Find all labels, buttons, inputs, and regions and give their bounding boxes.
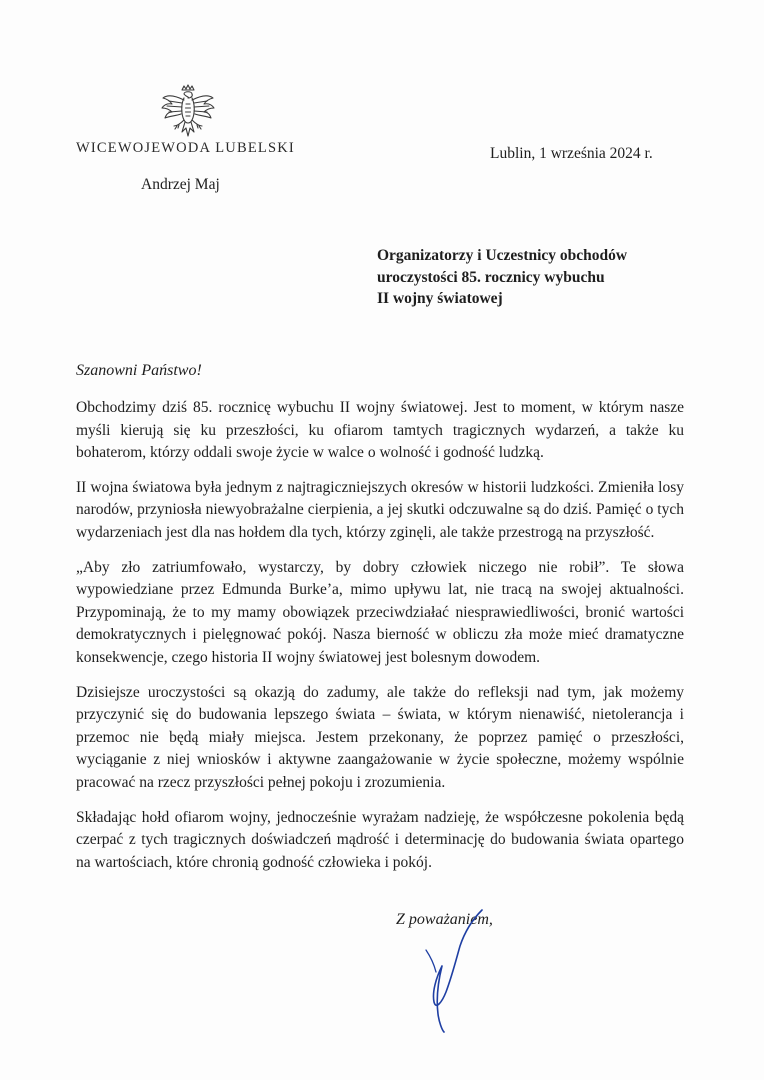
recipient-line: II wojny światowej (377, 290, 503, 307)
eagle-emblem-icon (160, 84, 216, 142)
body-paragraph: Składając hołd ofiarom wojny, jednocześnie wyrażam nadzieję, że współczesne pokolenia będą czerpać z tych tragicznych doświadczeń mądrość i determinację do budowania świata opartego na wartościach, które chronią godność człowieka i pokój. (76, 808, 684, 871)
letter-date: Lublin, 1 września 2024 r. (490, 145, 653, 162)
letter-body (76, 397, 684, 886)
closing-phrase: Z poważaniem, (396, 911, 493, 928)
recipient-block (377, 245, 627, 310)
handwritten-signature (404, 906, 504, 1036)
office-title: WICEWOJEWODA LUBELSKI (76, 140, 295, 156)
recipient-line: uroczystości 85. rocznicy wybuchu (377, 268, 605, 286)
body-paragraph: Obchodzimy dziś 85. rocznicę wybuchu II wojny światowej. Jest to moment, w którym nasze myśli kierują się ku przeszłości, ku ofiarom tamtych tragicznych wydarzeń, a także ku bohaterom, którzy oddali swoje życie w walce o wolność i godność ludzką. (76, 399, 684, 462)
body-paragraph: Dzisiejsze uroczystości są okazją do zadumy, ale także do refleksji nad tym, jak możemy przyczynić się do budowania lepszego świata – świata, w którym nienawiść, nietolerancja i przemoc nie będą miały miejsca. Jestem przekonany, że poprzez pamięć o przeszłości, wyciąganie z niej wniosków i aktywne zaangażowanie w życie społeczne, możemy wspólnie pracować na rzecz przyszłości pełnej pokoju i zrozumienia. (76, 683, 684, 791)
signatory-name: Andrzej Maj (141, 176, 220, 193)
salutation: Szanowni Państwo! (76, 362, 202, 379)
body-paragraph: II wojna światowa była jednym z najtragiczniejszych okresów w historii ludzkości. Zmieniła losy narodów, przyniosła niewyobrażalne cierpienia, a jej skutki odczuwalne są do dziś. Pamięć o tych wydarzeniach jest dla nas hołdem dla tych, którzy zginęli, ale także przestrogą na przyszłość. (76, 478, 684, 541)
recipient-line: Organizatorzy i Uczestnicy obchodów (377, 247, 628, 264)
body-paragraph: „Aby zło zatriumfowało, wystarczy, by dobry człowiek niczego nie robił”. Te słowa wypowiedziane przez Edmunda Burke’a, mimo upływu lat, nie tracą na swojej aktualności. Przypominają, że to my mamy obowiązek przeciwdziałać niesprawiedliwości, bronić wartości demokratycznych i pielęgnować pokój. Nasza bierność w obliczu zła może mieć dramatyczne konsekwencje, czego historia II wojny światowej jest bolesnym dowodem. (76, 558, 684, 666)
